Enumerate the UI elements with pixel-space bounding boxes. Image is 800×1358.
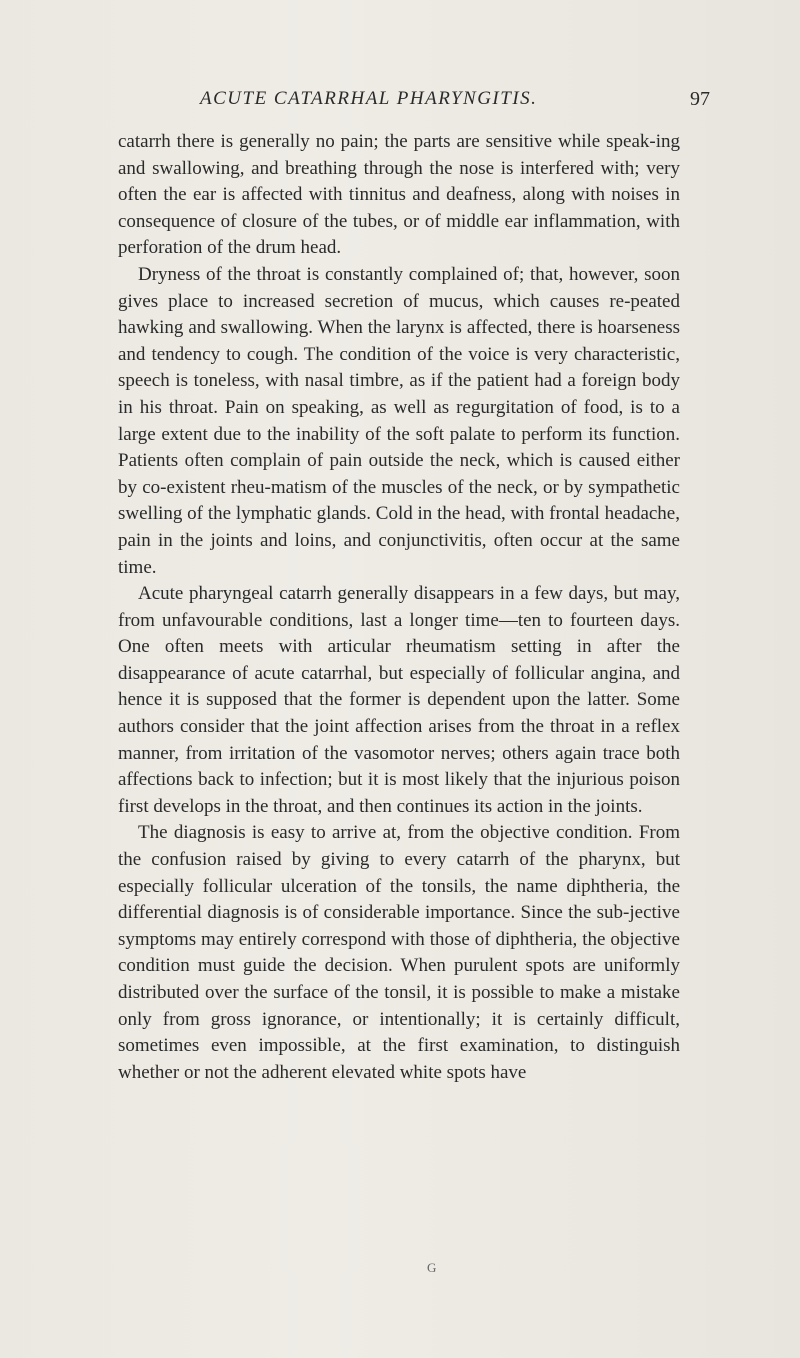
running-title: ACUTE CATARRHAL PHARYNGITIS. [200, 88, 538, 109]
paragraph-diagnosis: The diagnosis is easy to arrive at, from the objective condition. From the confusion raised by giving to every catarrh of the pharynx, but especially follicular ulceration of the tonsils, the name diphtheria, the differential diagnosis is of considerable importance. Since the sub-jective symptoms may entirely correspond with those of diphtheria, the objective condition must guide the decision. When purulent spots are uniformly distributed over the surface of the tonsil, it is possible to make a mistake only from gross ignorance, or intentionally; it is certainly difficult, sometimes even impossible, at the first examination, to distinguish whether or not the adherent elevated white spots have [118, 822, 680, 1083]
signature-mark: G [427, 1260, 437, 1275]
paragraph-dryness: Dryness of the throat is constantly complained of; that, however, soon gives place to increased secretion of mucus, which causes re-peated hawking and swallowing. When the larynx is affected, there is hoarseness and tendency to cough. The condition of the voice is very characteristic, speech is toneless, with nasal timbre, as if the patient had a foreign body in his throat. Pain on speaking, as well as regurgitation of food, is to a large extent due to the inability of the soft palate to perform its function. Patients often complain of pain outside the neck, which is caused either by co-existent rheu-matism of the muscles of the neck, or by sympathetic swelling of the lymphatic glands. Cold in the head, with frontal headache, pain in the joints and loins, and conjunctivitis, often occur at the same time. [118, 263, 680, 578]
running-head [0, 88, 800, 114]
page-number: 97 [690, 88, 710, 110]
paragraph-course: Acute pharyngeal catarrh generally disappears in a few days, but may, from unfavourable conditions, last a longer time—ten to fourteen days. One often meets with articular rheumatism setting in after the disappearance of acute catarrhal, but especially of follicular angina, and hence it is supposed that the former is dependent upon the latter. Some authors consider that the joint affection arises from the throat in a reflex manner, from irritation of the vasomotor nerves; others again trace both affections back to infection; but it is most likely that the injurious poison first develops in the throat, and then continues its action in the joints. [118, 583, 680, 817]
paragraph-continuation: catarrh there is generally no pain; the parts are sensitive while speak-ing and swallowing, and breathing through the nose is interfered with; very often the ear is affected with tinnitus and deafness, along with noises in consequence of closure of the tubes, or of middle ear inflammation, with perforation of the drum head. [118, 131, 680, 259]
body-text [118, 129, 680, 1086]
